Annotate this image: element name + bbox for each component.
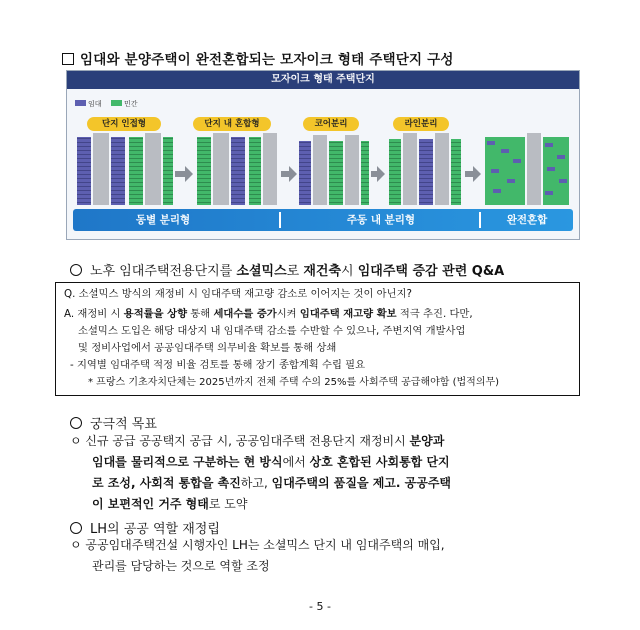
building-private <box>249 137 261 205</box>
building-rental <box>419 139 433 205</box>
bar-label: 동별 분리형 <box>135 214 191 226</box>
building-rental <box>77 137 91 205</box>
building-core <box>527 133 541 205</box>
section-heading-lh-role: LH의 공공 역할 재정립 <box>70 518 220 537</box>
building-private <box>451 139 461 205</box>
lh-line-1: ㅇ 공공임대주택건설 시행자인 LH는 소셜믹스 단지 내 임대주택의 매입, <box>70 538 445 552</box>
circle-bullet-icon <box>70 417 82 429</box>
answer-line-4: - 지역별 임대주택 적정 비율 검토를 통해 장기 종합계획 수립 필요 <box>70 359 366 371</box>
bar-label: 주동 내 분리형 <box>346 214 416 226</box>
circle-bullet-icon <box>70 264 82 276</box>
legend-private: 민간 <box>111 99 138 109</box>
building-core <box>345 135 359 205</box>
building-core <box>263 133 277 205</box>
stage-label: 단지 인접형 <box>87 117 161 131</box>
question-text: Q. 소셜믹스 방식의 재정비 시 임대주택 재고량 감소로 이어지는 것이 아닌지? <box>64 288 412 300</box>
section-heading-qa: 노후 임대주택전용단지를 소셜믹스로 재건축시 임대주택 증감 관련 Q&A <box>70 260 504 279</box>
building-core <box>93 133 109 205</box>
building-private <box>129 137 143 205</box>
building-core <box>213 133 229 205</box>
figure-title: 모자이크 형태 주택단지 <box>67 71 579 89</box>
building-private <box>163 137 173 205</box>
building-core <box>403 133 417 205</box>
goal-line-3: 로 조성, 사회적 통합을 촉진하고, 임대주택의 품질을 제고. 공공주택 <box>92 476 452 490</box>
arrow-right-icon <box>371 166 385 182</box>
section-heading-goal: 궁극적 목표 <box>70 413 157 432</box>
circle-bullet-icon <box>70 522 82 534</box>
stage-label: 단지 내 혼합형 <box>193 117 271 131</box>
building-core <box>435 133 449 205</box>
square-bullet-icon <box>62 53 74 65</box>
qa-box <box>55 282 580 396</box>
arrow-right-icon <box>175 166 193 182</box>
page-number: - 5 - <box>309 600 331 613</box>
building-private <box>389 139 401 205</box>
arrow-right-icon <box>281 166 297 182</box>
goal-line-1: ㅇ 신규 공급 공공택지 공급 시, 공공임대주택 전용단지 재정비시 분양과 <box>70 434 445 448</box>
building-rental <box>299 141 311 205</box>
building-private <box>197 137 211 205</box>
building-core <box>145 133 161 205</box>
section-heading-mosaic: 임대와 분양주택이 완전혼합되는 모자이크 형태 주택단지 구성 <box>62 48 454 68</box>
lh-role-paragraph <box>70 535 580 579</box>
building-rental <box>111 137 125 205</box>
answer-footnote: * 프랑스 기초자치단체는 2025년까지 전체 주택 수의 25%를 사회주택 공급해야함 (법적의무) <box>88 377 500 388</box>
mosaic-housing-figure <box>66 70 580 240</box>
building-rental <box>231 137 245 205</box>
answer-line-2: 소셜믹스 도입은 해당 대상지 내 임대주택 감소를 수반할 수 있으나, 주변지역 개발사업 <box>78 325 466 337</box>
lh-line-2: 관리를 담당하는 것으로 역할 조정 <box>92 559 270 573</box>
stage-label: 코어분리 <box>303 117 359 131</box>
building-private <box>329 141 343 205</box>
answer-line-3: 및 정비사업에서 공공임대주택 의무비율 확보를 통해 상쇄 <box>78 342 337 354</box>
goal-line-4: 이 보편적인 거주 형태로 도약 <box>92 497 248 511</box>
arrow-right-icon <box>465 166 481 182</box>
bar-label: 완전혼합 <box>506 214 548 226</box>
building-core <box>313 135 327 205</box>
goal-paragraph <box>70 431 580 515</box>
answer-line-1: A. 재정비 시 용적률을 상향 통해 세대수를 증가시켜 임대주택 재고량 확보 적극 추진. 다만, <box>64 308 473 320</box>
stage-label: 라인분리 <box>393 117 449 131</box>
building-private <box>361 141 369 205</box>
goal-line-2: 임대를 물리적으로 구분하는 현 방식에서 상호 혼합된 사회통합 단지 <box>92 455 450 469</box>
legend-rental: 임대 <box>75 99 102 109</box>
